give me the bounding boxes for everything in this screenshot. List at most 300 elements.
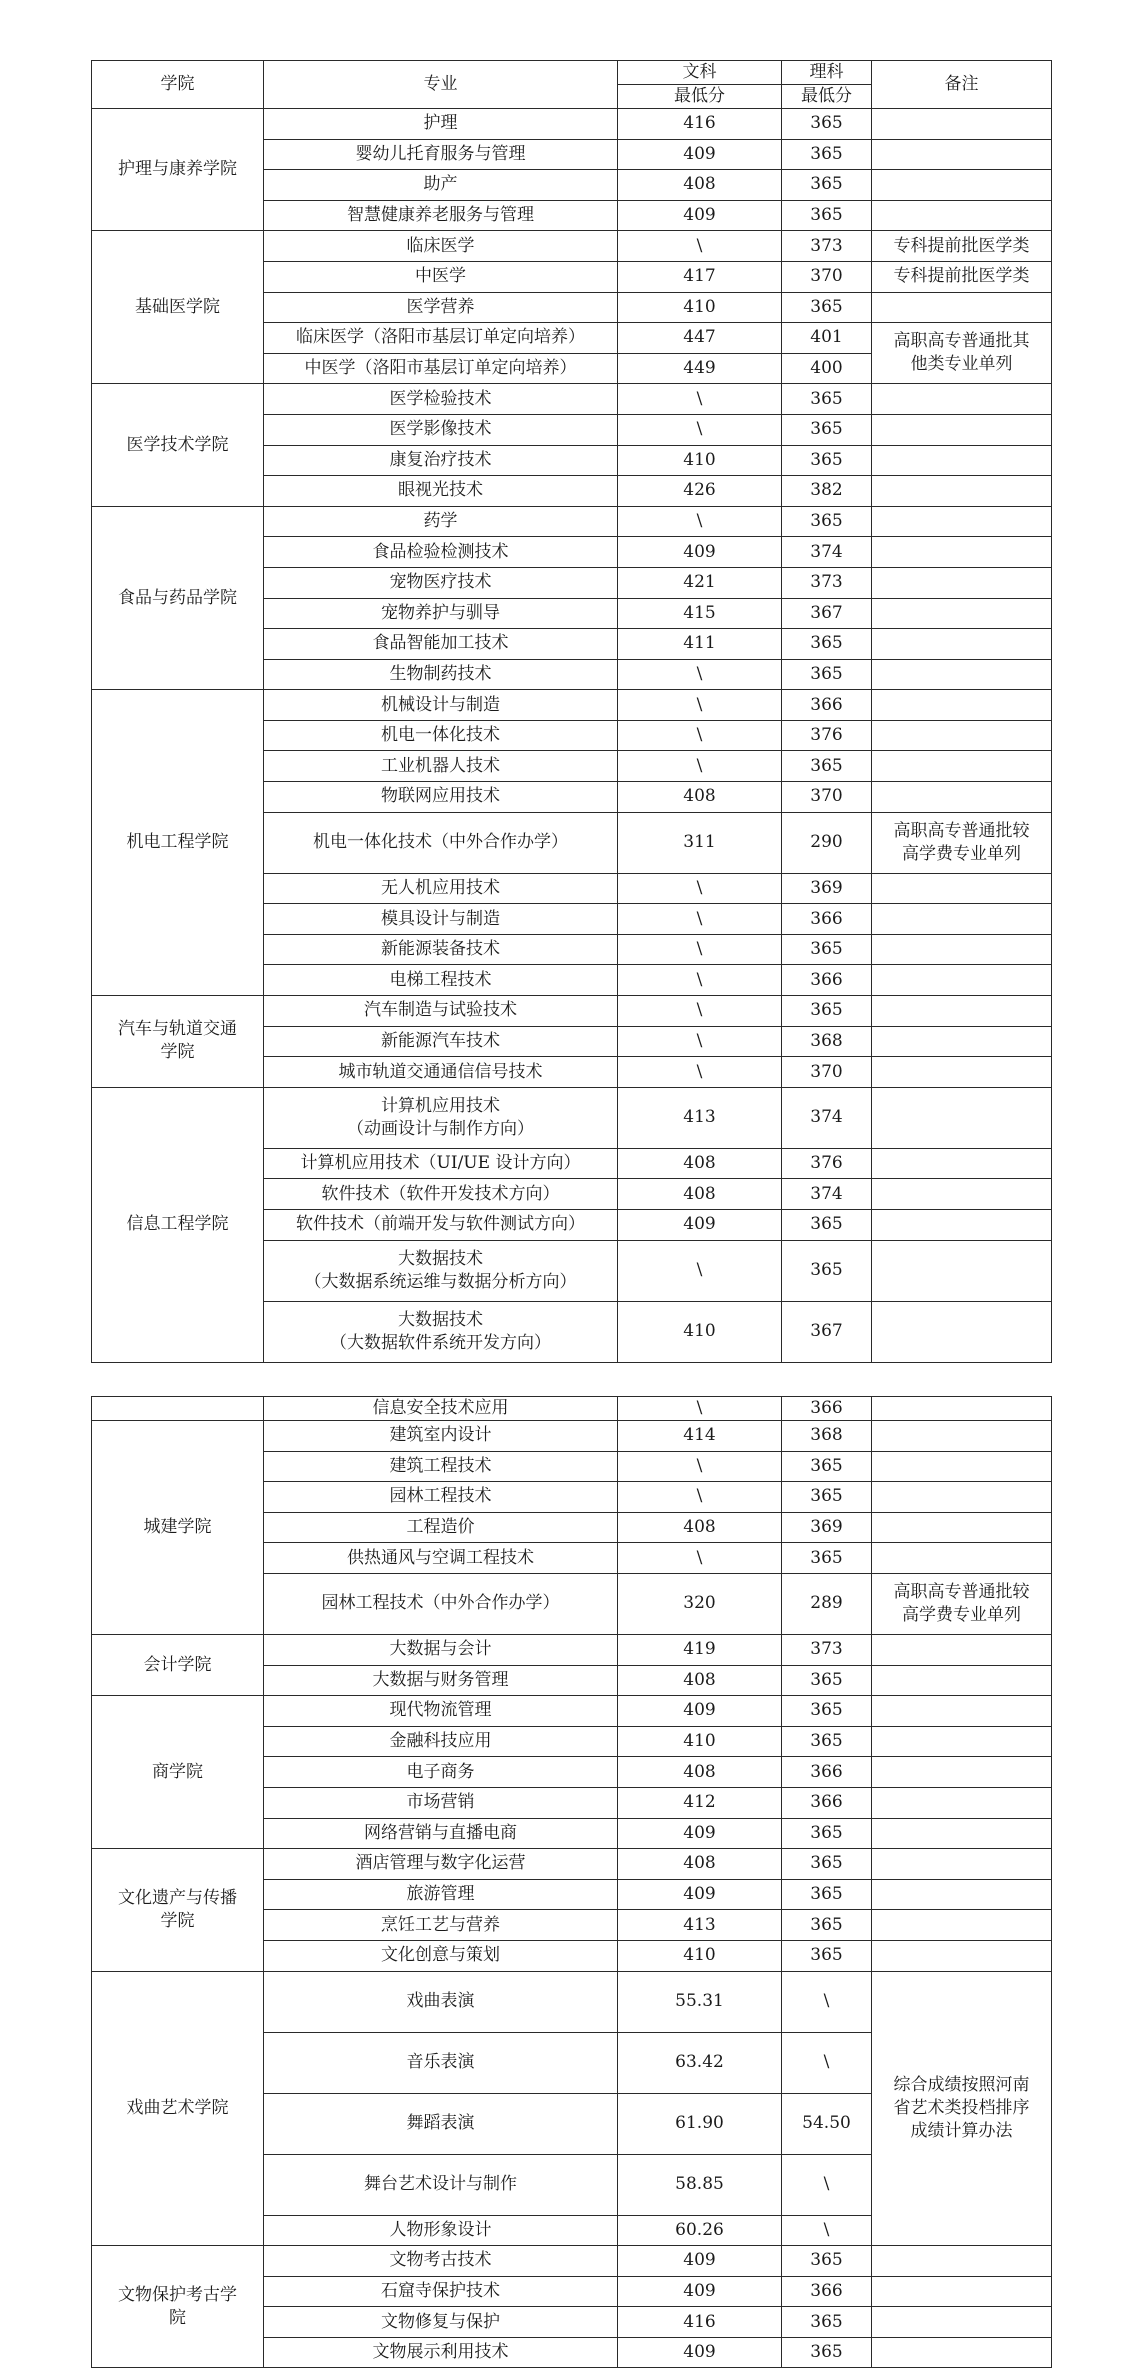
major-cell [264,1397,618,1421]
arts-score-cell: 408 [618,1665,782,1696]
major-cell [264,690,618,721]
college-cell [92,1397,264,1421]
arts-score-cell: \ [618,965,782,996]
note-cell [872,1787,1052,1818]
major-cell [264,1210,618,1241]
major-cell [264,598,618,629]
major-cell [264,2154,618,2215]
note-cell [872,1179,1052,1210]
arts-score-cell: \ [618,1240,782,1301]
major-name: 物联网应用技术 [381,786,500,807]
major-cell [264,537,618,568]
table-row [92,1634,1052,1665]
major-cell [264,1421,618,1452]
major-cell [264,873,618,904]
table-row [92,1397,1052,1421]
note-cell [872,1512,1052,1543]
science-score-cell: 366 [782,690,872,721]
science-score-cell: 366 [782,965,872,996]
college-cell [92,1421,264,1635]
science-score-cell: 365 [782,1210,872,1241]
arts-score-cell: \ [618,996,782,1027]
arts-score-cell: 409 [618,537,782,568]
science-min-score-header: 最低分 [782,85,872,109]
major-name: 眼视光技术 [398,480,483,501]
major-name: 文物展示利用技术 [372,2342,509,2363]
major-header: 专业 [264,61,618,109]
major-name: 舞蹈表演 [406,2113,475,2133]
science-score-cell: 366 [782,1757,872,1788]
table-row [92,231,1052,262]
major-cell [264,2307,618,2338]
college-name: 文物保护考古学 [118,2284,237,2305]
header-row [92,61,1052,85]
major-name: 文化创意与策划 [381,1945,500,1966]
arts-score-cell: 426 [618,476,782,507]
major-cell [264,261,618,292]
major-name: 戏曲表演 [406,1991,475,2011]
arts-score-cell: 413 [618,1087,782,1148]
note-text: 综合成绩按照河南 [893,2074,1030,2095]
science-score-cell: 374 [782,1087,872,1148]
college-name: 基础医学院 [135,296,220,317]
major-name: 酒店管理与数字化运营 [355,1853,526,1874]
science-score-cell: 290 [782,812,872,873]
major-name: 智慧健康养老服务与管理 [347,205,534,226]
note-cell [872,1726,1052,1757]
arts-score-cell: 409 [618,1818,782,1849]
arts-score-cell: 408 [618,1512,782,1543]
major-cell [264,1940,618,1971]
major-cell [264,2032,618,2093]
note-cell [872,934,1052,965]
major-cell [264,353,618,384]
science-score-cell: 365 [782,751,872,782]
science-score-cell: 365 [782,659,872,690]
admission-score-table-continued [91,1396,1052,2368]
note-cell [872,1879,1052,1910]
major-cell [264,1179,618,1210]
arts-score-cell: 410 [618,1940,782,1971]
major-name: 医学营养 [406,296,475,317]
science-score-cell: 369 [782,873,872,904]
arts-score-cell: \ [618,384,782,415]
college-cell [92,2246,264,2368]
major-cell [264,659,618,690]
college-name: 学院 [160,1042,195,1063]
science-score-cell: 365 [782,1818,872,1849]
arts-score-cell: \ [618,506,782,537]
arts-score-cell: 412 [618,1787,782,1818]
major-cell [264,476,618,507]
note-text: 高学费专业单列 [902,843,1021,864]
arts-header: 文科 [618,61,782,85]
college-name: 汽车与轨道交通 [118,1019,237,1040]
note-cell [872,1971,1052,2246]
arts-score-cell: 410 [618,445,782,476]
major-cell [264,996,618,1027]
arts-score-cell: 410 [618,1726,782,1757]
major-name: 宠物医疗技术 [389,572,492,593]
major-name: （大数据软件系统开发方向） [330,1332,551,1353]
arts-score-cell: \ [618,934,782,965]
science-score-cell: \ [782,1971,872,2032]
note-cell [872,2337,1052,2368]
science-score-cell: 365 [782,996,872,1027]
note-text: 高职高专普通批较 [893,820,1030,841]
science-score-cell: 368 [782,1026,872,1057]
arts-score-cell: \ [618,690,782,721]
note-cell [872,720,1052,751]
science-score-cell: 376 [782,720,872,751]
college-cell [92,1849,264,1971]
note-cell [872,445,1052,476]
major-name: 护理 [423,113,458,134]
arts-score-cell: \ [618,873,782,904]
note-cell [872,476,1052,507]
major-cell [264,1573,618,1634]
college-cell [92,996,264,1088]
college-name: 护理与康养学院 [118,159,237,180]
note-cell [872,1451,1052,1482]
major-name: 模具设计与制造 [381,908,500,929]
note-cell [872,109,1052,140]
college-cell [92,1696,264,1849]
major-name: 机电一体化技术 [381,725,500,746]
note-cell [872,965,1052,996]
note-text: 省艺术类投档排序 [893,2097,1030,2118]
major-cell [264,1451,618,1482]
note-cell [872,323,1052,384]
note-cell [872,2307,1052,2338]
science-score-cell: 382 [782,476,872,507]
major-cell [264,2337,618,2368]
major-cell [264,1971,618,2032]
major-name: 机械设计与制造 [381,694,500,715]
note-cell [872,873,1052,904]
major-name: 食品智能加工技术 [372,633,509,654]
arts-score-cell: 409 [618,139,782,170]
major-name: 工程造价 [406,1517,475,1538]
note-text: 他类专业单列 [910,354,1013,375]
note-cell [872,1026,1052,1057]
college-name: 医学技术学院 [126,434,229,455]
major-cell [264,323,618,354]
major-cell [264,231,618,262]
arts-score-cell: 408 [618,782,782,813]
science-score-cell: 365 [782,1849,872,1880]
note-cell [872,1397,1052,1421]
major-name: 旅游管理 [406,1884,475,1905]
major-cell [264,1726,618,1757]
major-name: 宠物养护与驯导 [381,602,500,623]
note-cell [872,1421,1052,1452]
arts-score-cell: 320 [618,1573,782,1634]
major-cell [264,1057,618,1088]
arts-score-cell: 421 [618,567,782,598]
science-score-cell: 365 [782,2246,872,2277]
table-row [92,506,1052,537]
major-cell [264,751,618,782]
major-cell [264,445,618,476]
table-row [92,1696,1052,1727]
major-cell [264,782,618,813]
major-name: 汽车制造与试验技术 [364,1000,517,1021]
arts-score-cell: 311 [618,812,782,873]
major-cell [264,109,618,140]
major-cell [264,414,618,445]
science-score-cell: 365 [782,109,872,140]
science-score-cell: 365 [782,2337,872,2368]
major-cell [264,2215,618,2246]
college-cell [92,506,264,690]
science-score-cell: 373 [782,1634,872,1665]
science-score-cell: 54.50 [782,2093,872,2154]
note-cell [872,598,1052,629]
major-name: 供热通风与空调工程技术 [347,1547,534,1568]
arts-score-cell: 410 [618,1301,782,1362]
note-cell [872,629,1052,660]
arts-score-cell: 408 [618,1757,782,1788]
arts-score-cell: 408 [618,1179,782,1210]
note-cell [872,567,1052,598]
science-score-cell: \ [782,2154,872,2215]
arts-score-cell: \ [618,414,782,445]
major-name: 市场营销 [406,1792,475,1813]
note-cell [872,690,1052,721]
note-text: 高职高专普通批较 [893,1581,1030,1602]
arts-score-cell: 409 [618,2337,782,2368]
note-cell [872,1757,1052,1788]
major-name: 信息安全技术应用 [372,1398,509,1418]
arts-score-cell: 408 [618,170,782,201]
arts-score-cell: 414 [618,1421,782,1452]
arts-score-cell: \ [618,1026,782,1057]
major-cell [264,1634,618,1665]
science-header: 理科 [782,61,872,85]
major-name: 舞台艺术设计与制作 [364,2174,517,2194]
major-name: 园林工程技术 [389,1486,492,1507]
major-name: 无人机应用技术 [381,877,500,898]
college-name: 食品与药品学院 [118,587,237,608]
note-cell [872,1696,1052,1727]
arts-score-cell: 408 [618,1148,782,1179]
science-score-cell: 365 [782,1726,872,1757]
note-cell [872,1818,1052,1849]
arts-score-cell: \ [618,1543,782,1574]
major-name: 医学检验技术 [389,388,492,409]
note-cell [872,1849,1052,1880]
science-score-cell: 365 [782,414,872,445]
major-cell [264,1482,618,1513]
science-score-cell: 400 [782,353,872,384]
college-cell [92,1634,264,1695]
arts-score-cell: 410 [618,292,782,323]
college-name: 机电工程学院 [126,832,229,853]
arts-score-cell: 416 [618,2307,782,2338]
note-cell [872,996,1052,1027]
major-name: 现代物流管理 [389,1700,492,1721]
arts-score-cell: 449 [618,353,782,384]
major-name: 计算机应用技术（UI/UE 设计方向） [300,1153,581,1174]
arts-score-cell: 55.31 [618,1971,782,2032]
note-cell [872,2276,1052,2307]
major-name: 医学影像技术 [389,419,492,440]
arts-score-cell: \ [618,231,782,262]
major-name: 城市轨道交通通信信号技术 [338,1061,543,1082]
major-cell [264,965,618,996]
science-score-cell: 374 [782,537,872,568]
major-name: 大数据技术 [398,1248,483,1269]
major-cell [264,2093,618,2154]
arts-score-cell: \ [618,1482,782,1513]
science-score-cell: 365 [782,1910,872,1941]
major-name: 食品检验检测技术 [372,541,509,562]
major-name: 新能源装备技术 [381,939,500,960]
arts-score-cell: 60.26 [618,2215,782,2246]
science-score-cell: 367 [782,598,872,629]
major-cell [264,1543,618,1574]
major-name: 电梯工程技术 [389,969,492,990]
major-cell [264,384,618,415]
major-name: 文物考古技术 [389,2250,492,2271]
note-cell [872,139,1052,170]
science-score-cell: 365 [782,292,872,323]
science-score-cell: 373 [782,231,872,262]
college-cell [92,690,264,996]
major-cell [264,629,618,660]
major-name: 金融科技应用 [389,1731,492,1752]
major-cell [264,2246,618,2277]
science-score-cell: 368 [782,1421,872,1452]
major-cell [264,1240,618,1301]
science-score-cell: 370 [782,261,872,292]
note-cell [872,659,1052,690]
major-cell [264,934,618,965]
table-row [92,1421,1052,1452]
arts-score-cell: 63.42 [618,2032,782,2093]
table-row [92,996,1052,1027]
arts-score-cell: 447 [618,323,782,354]
table-row [92,109,1052,140]
note-cell [872,812,1052,873]
major-cell [264,1148,618,1179]
major-cell [264,1665,618,1696]
note-cell [872,904,1052,935]
major-cell [264,1787,618,1818]
note-cell [872,1148,1052,1179]
science-score-cell: 365 [782,139,872,170]
note-cell [872,2246,1052,2277]
note-cell [872,200,1052,231]
college-cell [92,109,264,231]
arts-score-cell: 409 [618,1210,782,1241]
note-cell [872,1634,1052,1665]
major-name: 大数据与财务管理 [372,1669,509,1690]
major-cell [264,1757,618,1788]
note-cell [872,1573,1052,1634]
major-cell [264,567,618,598]
note-cell [872,1543,1052,1574]
table-row [92,1971,1052,2032]
arts-score-cell: 409 [618,1879,782,1910]
note-cell [872,1087,1052,1148]
arts-score-cell: 61.90 [618,2093,782,2154]
science-score-cell: 365 [782,1879,872,1910]
major-name: 电子商务 [406,1761,475,1782]
major-name: 大数据与会计 [389,1639,492,1660]
major-name: 网络营销与直播电商 [364,1822,517,1843]
college-name: 会计学院 [143,1654,212,1675]
arts-score-cell: 413 [618,1910,782,1941]
college-cell [92,1087,264,1362]
science-score-cell: 365 [782,1940,872,1971]
note-cell: 专科提前批医学类 [872,231,1052,262]
science-score-cell: 366 [782,2276,872,2307]
science-score-cell: 289 [782,1573,872,1634]
major-name: 石窟寺保护技术 [381,2280,500,2301]
note-cell [872,1482,1052,1513]
note-text: 成绩计算办法 [910,2120,1013,2141]
major-cell [264,1818,618,1849]
note-cell [872,1301,1052,1362]
major-cell [264,812,618,873]
table-row [92,2246,1052,2277]
note-cell [872,537,1052,568]
arts-score-cell: 415 [618,598,782,629]
science-score-cell: 365 [782,445,872,476]
arts-score-cell: 58.85 [618,2154,782,2215]
major-name: 文物修复与保护 [381,2311,500,2332]
arts-score-cell: 416 [618,109,782,140]
science-score-cell: 366 [782,904,872,935]
science-score-cell: 365 [782,506,872,537]
science-score-cell: \ [782,2215,872,2246]
major-cell [264,1026,618,1057]
arts-score-cell: \ [618,1397,782,1421]
table-row [92,1849,1052,1880]
science-score-cell: 365 [782,629,872,660]
major-cell [264,1879,618,1910]
science-score-cell: 365 [782,1665,872,1696]
arts-score-cell: \ [618,751,782,782]
arts-min-score-header: 最低分 [618,85,782,109]
major-name: 中医学 [415,266,466,287]
science-score-cell: 373 [782,567,872,598]
note-cell [872,782,1052,813]
college-name: 戏曲艺术学院 [126,2097,229,2118]
major-name: 机电一体化技术（中外合作办学） [313,832,568,853]
science-score-cell: 365 [782,1240,872,1301]
table-row [92,384,1052,415]
college-cell [92,384,264,506]
major-name: 软件技术（软件开发技术方向） [321,1183,560,1204]
note-cell [872,506,1052,537]
science-score-cell: 366 [782,1397,872,1421]
arts-score-cell: \ [618,720,782,751]
major-name: 烹饪工艺与营养 [381,1914,500,1935]
note-text: 高职高专普通批其 [893,331,1030,352]
major-cell [264,1849,618,1880]
arts-score-cell: \ [618,904,782,935]
science-score-cell: 369 [782,1512,872,1543]
table-row [92,690,1052,721]
college-name: 商学院 [152,1761,203,1782]
science-score-cell: 370 [782,1057,872,1088]
table-row [92,1087,1052,1148]
arts-score-cell: 417 [618,261,782,292]
college-name: 学院 [160,1910,195,1931]
